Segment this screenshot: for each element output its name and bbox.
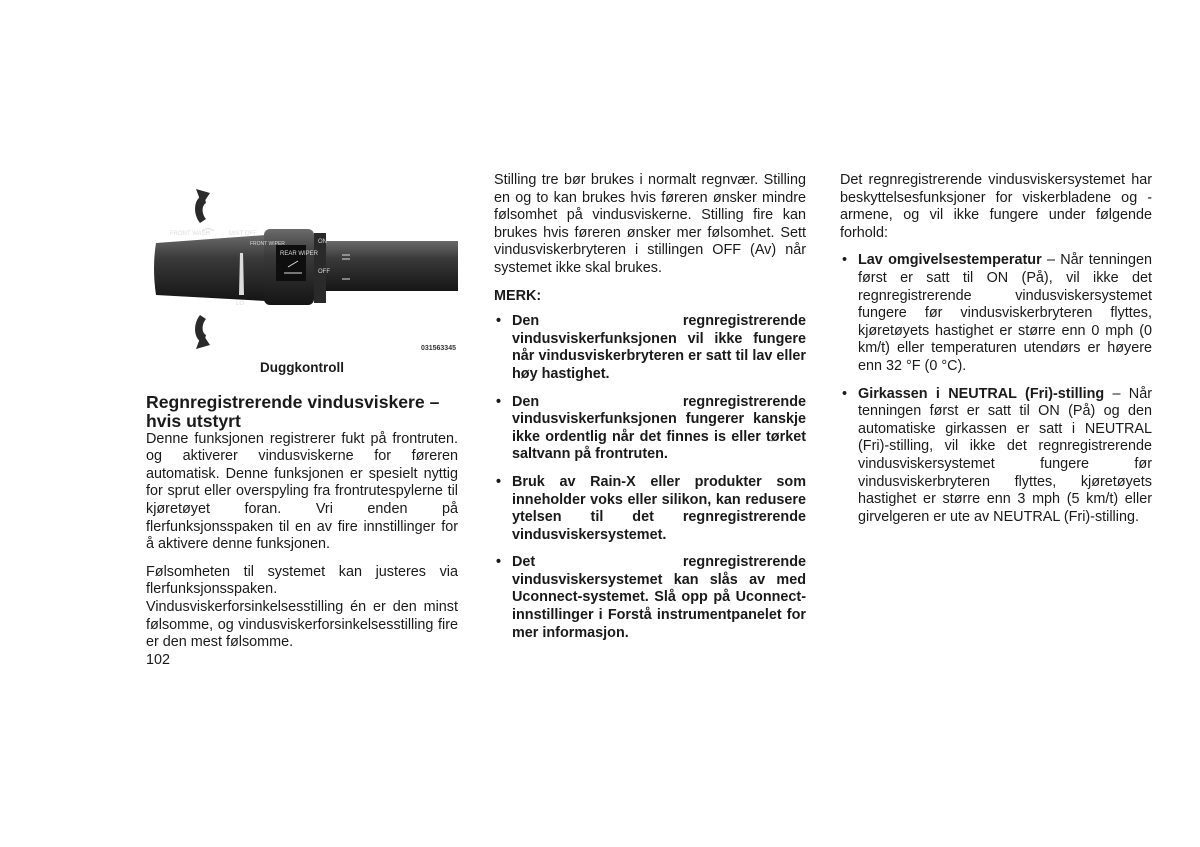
- condition-text: – Når tenningen først er satt til ON (På) og den automatiske girkassen er satt i NEUTRAL (Fri)-stilling, vil ikke det regnregistrerende vindusviskersystemet fungere før vindusviskerbryteren flyttes, kjøretøyets hastighet er større enn 3 mph (5 km/t) eller girvelgeren er ute av NEUTRAL (Fri)-stilling.: [858, 385, 1152, 525]
- middle-column: [494, 172, 806, 652]
- off-label: OFF: [318, 269, 330, 275]
- lo-label: LO: [236, 301, 245, 307]
- front-wash-label: FRONT WASH: [170, 231, 210, 237]
- note-label: MERK:: [494, 287, 542, 304]
- middle-paragraph-1: Stilling tre bør brukes i normalt regnvær. Stilling en og to kan brukes hvis føreren ønsker mindre følsomhet på vindusviskerne. Stilling fire kan brukes hvis føreren ønsker mer følsomhet. Sett vindusviskerbryteren i stillingen OFF (Av) når systemet ikke skal brukes.: [494, 172, 806, 276]
- bullet-icon: •: [496, 393, 502, 410]
- on-label: ON: [318, 239, 327, 245]
- rotate-up-arrow-icon: [195, 189, 210, 223]
- note-text: Bruk av Rain-X eller produkter som inneholder voks eller silikon, kan redusere ytelsen til det regnregistrerende vindusviskersystemet.: [512, 473, 806, 543]
- bullet-icon: •: [496, 473, 502, 490]
- wiper-stalk-figure: [146, 183, 458, 355]
- note-list: [494, 313, 806, 642]
- figure-code: 031563345: [420, 345, 456, 352]
- note-text: Den regnregistrerende vindusviskerfunksjonen fungerer kanskje ikke ordentlig når det finnes is eller tørket saltvann på frontruten.: [512, 393, 806, 463]
- left-column: [146, 183, 458, 662]
- section-heading-line2: hvis utstyrt: [146, 410, 241, 431]
- condition-title: Lav omgivelsestemperatur: [858, 252, 1042, 269]
- rear-wiper-label: REAR WIPER: [280, 251, 319, 257]
- figure-caption: Duggkontroll: [260, 360, 344, 375]
- bullet-icon: •: [842, 385, 848, 402]
- front-wiper-label: FRONT WIPER: [250, 241, 285, 247]
- note-text: Den regnregistrerende vindusviskerfunksjonen vil ikke fungere når vindusviskerbryteren er satt til lav eller høy hastighet.: [512, 313, 806, 382]
- right-column: [840, 172, 1152, 536]
- note-item: [494, 554, 806, 642]
- mist-off-label: MIST OFF: [229, 231, 257, 237]
- bullet-icon: •: [496, 313, 502, 330]
- condition-item: [840, 252, 1152, 375]
- wiper-stalk-illustration: [146, 183, 458, 355]
- note-item: [494, 394, 806, 464]
- bullet-icon: •: [496, 554, 502, 571]
- section-heading-line1: Regnregistrerende vindusviskere –: [146, 391, 440, 412]
- right-intro: Det regnregistrerende vindusviskersystemet har beskyttelsesfunksjoner for viskerbladene og -armene, og vil ikke fungere under følgende forhold:: [840, 172, 1152, 241]
- left-paragraph-1: Denne funksjonen registrerer fukt på frontruten. og aktiverer vindusviskerne for føreren automatisk. Denne funksjonen er spesielt nyttig for sprut eller overspyling fra frontrutespylerne til kjøretøyet foran. Vri enden på flerfunksjonsspaken til en av fire innstillinger for å aktivere denne funksjonen.: [146, 430, 458, 553]
- bullet-icon: •: [842, 252, 848, 269]
- note-item: [494, 474, 806, 544]
- left-paragraph-2: Følsomheten til systemet kan justeres via flerfunksjonsspaken. Vindusviskerforsinkelsesstilling én er den minst følsomme, og vindusviskerforsinkelsesstilling fire er den mest følsomme.: [146, 563, 458, 651]
- page-number: 102: [146, 652, 171, 668]
- rotate-down-arrow-icon: [195, 315, 210, 349]
- note-item: [494, 313, 806, 383]
- condition-text: – Når tenningen først er satt til ON (På), vil ikke det regnregistrerende vindusviskersystemet fungere før vindusviskerbryteren flyttes, kjøretøyets hastighet er større enn 0 mph (0 km/t) eller temperaturen utendørs er høyere enn 32 °F (0 °C).: [858, 252, 1153, 374]
- condition-item: [840, 386, 1152, 527]
- section-heading: [146, 393, 458, 431]
- condition-list: [840, 252, 1152, 526]
- note-text: Det regnregistrerende vindusviskersystemet kan slås av med Uconnect-systemet. Slå opp på Uconnect-innstillinger i Forstå instrumentpanelet for mer informasjon.: [512, 554, 806, 641]
- condition-title: Girkassen i NEUTRAL (Fri)-stilling: [858, 385, 1105, 402]
